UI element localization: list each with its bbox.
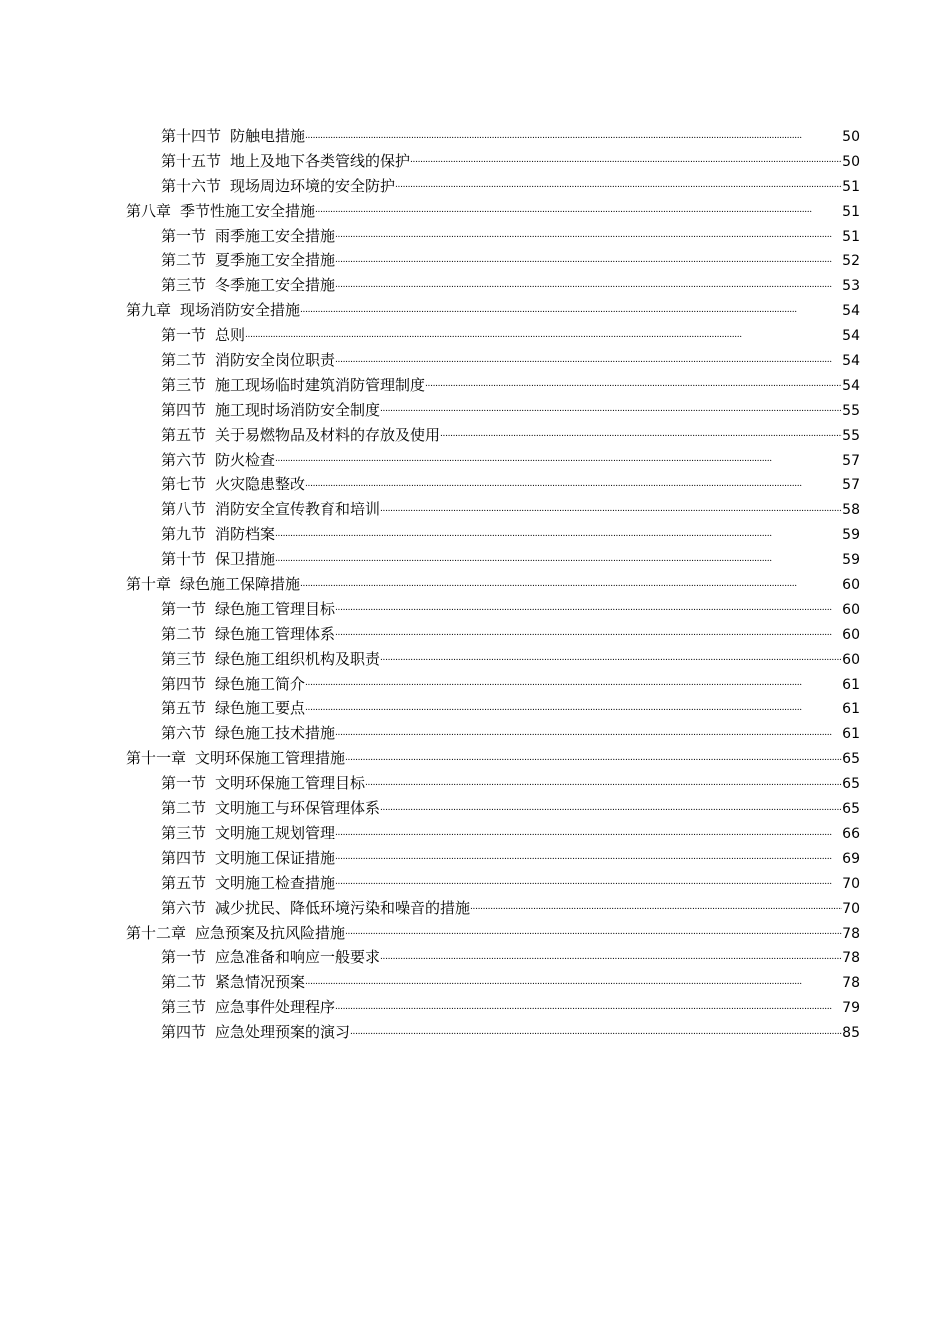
toc-page-number: 78: [842, 925, 860, 942]
toc-section-entry[interactable]: [126, 672, 860, 697]
toc-entry-title: 绿色施工要点: [215, 699, 306, 718]
toc-entry-text: [161, 821, 335, 846]
toc-entry-number: 第五节: [161, 699, 207, 718]
toc-page-number: 52: [842, 253, 860, 270]
toc-page-number: 50: [842, 153, 860, 170]
toc-entry-title: 防火检查: [215, 450, 276, 469]
toc-dot-leader: [410, 151, 842, 166]
toc-entry-title: 消防档案: [215, 525, 276, 544]
toc-dot-leader: [305, 674, 842, 689]
toc-section-entry[interactable]: [126, 846, 860, 871]
toc-entry-number: 第六节: [161, 724, 207, 743]
toc-page-number: 61: [842, 676, 860, 693]
toc-page-number: 57: [842, 477, 860, 494]
toc-dot-leader: [300, 300, 842, 315]
toc-entry-number: 第三节: [161, 823, 207, 842]
toc-entry-title: 文明施工检查措施: [215, 873, 336, 892]
toc-page-number: 61: [842, 726, 860, 743]
toc-section-entry[interactable]: [126, 273, 860, 298]
toc-dot-leader: [365, 773, 842, 788]
toc-entry-number: 第五节: [161, 425, 207, 444]
toc-page-number: 59: [842, 552, 860, 569]
toc-entry-title: 绿色施工保障措施: [180, 575, 301, 594]
toc-entry-number: 第二节: [161, 799, 207, 818]
toc-page-number: 85: [842, 1025, 860, 1042]
toc-dot-leader: [335, 350, 842, 365]
toc-page-number: 55: [842, 427, 860, 444]
toc-entry-number: 第十一章: [126, 749, 187, 768]
toc-page-number: 78: [842, 975, 860, 992]
toc-page-number: 58: [842, 502, 860, 519]
toc-section-entry[interactable]: [126, 821, 860, 846]
toc-page-number: 70: [842, 900, 860, 917]
toc-entry-number: 第二节: [161, 251, 207, 270]
toc-entry-number: 第三节: [161, 375, 207, 394]
toc-dot-leader: [380, 947, 842, 962]
toc-entry-number: 第一节: [161, 226, 207, 245]
toc-page-number: 60: [842, 577, 860, 594]
toc-entry-number: 第一节: [161, 599, 207, 618]
toc-chapter-entry[interactable]: [126, 199, 860, 224]
toc-section-entry[interactable]: [126, 398, 860, 423]
toc-chapter-entry[interactable]: [126, 921, 860, 946]
toc-dot-leader: [425, 375, 842, 390]
toc-entry-title: 应急准备和响应一般要求: [215, 948, 381, 967]
toc-entry-text: [161, 1020, 350, 1045]
toc-entry-text: [161, 896, 470, 921]
toc-entry-title: 消防安全岗位职责: [215, 351, 336, 370]
toc-page-number: 54: [842, 328, 860, 345]
toc-dot-leader: [335, 599, 842, 614]
toc-entry-text: [161, 995, 335, 1020]
toc-page-number: 54: [842, 303, 860, 320]
toc-dot-leader: [470, 898, 842, 913]
toc-entry-number: 第四节: [161, 848, 207, 867]
toc-entry-title: 冬季施工安全措施: [215, 276, 336, 295]
toc-dot-leader: [395, 176, 842, 191]
toc-dot-leader: [345, 923, 842, 938]
toc-page-number: 69: [842, 850, 860, 867]
toc-entry-number: 第五节: [161, 873, 207, 892]
toc-dot-leader: [335, 997, 842, 1012]
toc-dot-leader: [305, 474, 842, 489]
toc-entry-title: 现场周边环境的安全防护: [230, 176, 396, 195]
toc-entry-number: 第一节: [161, 326, 207, 345]
toc-entry-title: 雨季施工安全措施: [215, 226, 336, 245]
toc-section-entry[interactable]: [126, 647, 860, 672]
toc-entry-title: 文明施工与环保管理体系: [215, 799, 381, 818]
toc-entry-text: [161, 124, 305, 149]
toc-entry-number: 第四节: [161, 1023, 207, 1042]
toc-entry-text: [126, 572, 300, 597]
toc-section-entry[interactable]: [126, 323, 860, 348]
toc-dot-leader: [335, 624, 842, 639]
toc-entry-number: 第十章: [126, 575, 172, 594]
toc-entry-title: 紧急情况预案: [215, 973, 306, 992]
toc-entry-number: 第十节: [161, 550, 207, 569]
toc-dot-leader: [335, 275, 842, 290]
toc-page-number: 59: [842, 527, 860, 544]
toc-entry-title: 绿色施工简介: [215, 674, 306, 693]
toc-page-number: 60: [842, 601, 860, 618]
toc-section-entry[interactable]: [126, 896, 860, 921]
toc-entry-text: [161, 497, 380, 522]
toc-dot-leader: [305, 126, 842, 141]
toc-entry-title: 绿色施工管理体系: [215, 624, 336, 643]
toc-entry-number: 第八章: [126, 201, 172, 220]
toc-entry-number: 第一节: [161, 774, 207, 793]
toc-entry-title: 文明施工保证措施: [215, 848, 336, 867]
toc-section-entry[interactable]: [126, 448, 860, 473]
toc-section-entry[interactable]: [126, 622, 860, 647]
toc-dot-leader: [380, 400, 842, 415]
toc-dot-leader: [305, 698, 842, 713]
toc-entry-text: [161, 597, 335, 622]
toc-entry-title: 应急处理预案的演习: [215, 1023, 351, 1042]
toc-section-entry[interactable]: [126, 522, 860, 547]
toc-dot-leader: [335, 873, 842, 888]
toc-dot-leader: [335, 250, 842, 265]
toc-entry-title: 夏季施工安全措施: [215, 251, 336, 270]
toc-section-entry[interactable]: [126, 721, 860, 746]
toc-entry-number: 第十四节: [161, 127, 222, 145]
toc-chapter-entry[interactable]: [126, 298, 860, 323]
toc-entry-number: 第十五节: [161, 151, 222, 170]
toc-entry-text: [161, 348, 335, 373]
toc-entry-number: 第四节: [161, 400, 207, 419]
toc-entry-title: 总则: [215, 326, 246, 345]
toc-entry-text: [161, 423, 440, 448]
toc-section-entry[interactable]: [126, 796, 860, 821]
toc-entry-number: 第八节: [161, 500, 207, 519]
toc-entry-title: 施工现时场消防安全制度: [215, 400, 381, 419]
toc-entry-title: 保卫措施: [215, 550, 276, 569]
toc-section-entry[interactable]: [126, 348, 860, 373]
toc-page-number: 54: [842, 377, 860, 394]
toc-dot-leader: [300, 574, 842, 589]
toc-entry-number: 第六节: [161, 450, 207, 469]
toc-dot-leader: [380, 649, 842, 664]
toc-dot-leader: [350, 1022, 842, 1037]
toc-entry-text: [126, 199, 315, 224]
toc-dot-leader: [335, 823, 842, 838]
toc-page-number: 70: [842, 875, 860, 892]
toc-section-entry[interactable]: [126, 696, 860, 721]
toc-page-number: 51: [842, 178, 860, 195]
toc-entry-title: 绿色施工技术措施: [215, 724, 336, 743]
toc-section-entry[interactable]: [126, 771, 860, 796]
toc-section-entry[interactable]: [126, 224, 860, 249]
toc-section-entry[interactable]: [126, 472, 860, 497]
toc-entry-text: [161, 248, 335, 273]
toc-dot-leader: [335, 226, 842, 241]
toc-entry-text: [161, 149, 410, 174]
toc-entry-title: 防触电措施: [230, 127, 306, 145]
toc-page-number: 65: [842, 776, 860, 793]
toc-entry-title: 文明环保施工管理措施: [195, 749, 346, 768]
toc-entry-number: 第六节: [161, 898, 207, 917]
toc-entry-text: [126, 746, 345, 771]
toc-entry-title: 应急事件处理程序: [215, 998, 336, 1017]
toc-entry-text: [126, 298, 300, 323]
toc-entry-number: 第三节: [161, 998, 207, 1017]
toc-dot-leader: [335, 848, 842, 863]
toc-section-entry[interactable]: [126, 1020, 860, 1045]
toc-entry-number: 第七节: [161, 475, 207, 494]
toc-page-number: 51: [842, 228, 860, 245]
toc-section-entry[interactable]: [126, 174, 860, 199]
toc-section-entry[interactable]: [126, 149, 860, 174]
toc-page-number: 55: [842, 402, 860, 419]
toc-entry-number: 第二节: [161, 973, 207, 992]
toc-dot-leader: [380, 798, 842, 813]
toc-entry-number: 第三节: [161, 276, 207, 295]
toc-section-entry[interactable]: [126, 871, 860, 896]
toc-page-number: 65: [842, 801, 860, 818]
toc-dot-leader: [440, 425, 842, 440]
toc-entry-title: 现场消防安全措施: [180, 301, 301, 320]
toc-entry-text: [161, 273, 335, 298]
toc-page-number: 61: [842, 701, 860, 718]
toc-chapter-entry[interactable]: [126, 572, 860, 597]
table-of-contents: [126, 124, 860, 1045]
toc-section-entry[interactable]: [126, 423, 860, 448]
toc-page-number: 51: [842, 203, 860, 220]
toc-entry-title: 关于易燃物品及材料的存放及使用: [215, 425, 441, 444]
toc-entry-number: 第四节: [161, 674, 207, 693]
toc-entry-number: 第九节: [161, 525, 207, 544]
toc-section-entry[interactable]: [126, 597, 860, 622]
toc-entry-number: 第九章: [126, 301, 172, 320]
toc-dot-leader: [245, 325, 842, 340]
toc-entry-text: [161, 224, 335, 249]
toc-entry-title: 施工现场临时建筑消防管理制度: [215, 375, 426, 394]
toc-entry-text: [161, 174, 395, 199]
toc-page-number: 54: [842, 353, 860, 370]
toc-section-entry[interactable]: [126, 373, 860, 398]
toc-entry-title: 火灾隐患整改: [215, 475, 306, 494]
toc-entry-text: [161, 672, 305, 697]
toc-chapter-entry[interactable]: [126, 746, 860, 771]
toc-section-entry[interactable]: [126, 547, 860, 572]
toc-entry-title: 消防安全宣传教育和培训: [215, 500, 381, 519]
toc-entry-title: 减少扰民、降低环境污染和噪音的措施: [215, 898, 471, 917]
toc-entry-title: 文明施工规划管理: [215, 823, 336, 842]
toc-section-entry[interactable]: [126, 248, 860, 273]
toc-page-number: 50: [842, 129, 860, 145]
toc-dot-leader: [275, 549, 842, 564]
toc-entry-text: [161, 871, 335, 896]
toc-entry-text: [161, 472, 305, 497]
toc-dot-leader: [315, 201, 842, 216]
toc-dot-leader: [335, 723, 842, 738]
toc-entry-text: [161, 398, 380, 423]
toc-entry-text: [161, 448, 275, 473]
toc-page-number: 60: [842, 626, 860, 643]
toc-dot-leader: [380, 499, 842, 514]
toc-entry-number: 第十二章: [126, 923, 187, 942]
toc-section-entry[interactable]: [126, 945, 860, 970]
toc-page-number: 79: [842, 1000, 860, 1017]
toc-entry-title: 应急预案及抗风险措施: [195, 923, 346, 942]
toc-entry-title: 季节性施工安全措施: [180, 201, 316, 220]
toc-entry-number: 第三节: [161, 649, 207, 668]
toc-entry-text: [161, 373, 425, 398]
toc-entry-number: 第一节: [161, 948, 207, 967]
toc-page-number: 53: [842, 278, 860, 295]
toc-entry-text: [161, 796, 380, 821]
toc-entry-text: [161, 647, 380, 672]
toc-dot-leader: [305, 972, 842, 987]
toc-entry-text: [161, 846, 335, 871]
toc-section-entry[interactable]: [126, 970, 860, 995]
toc-entry-text: [161, 696, 305, 721]
toc-entry-title: 地上及地下各类管线的保护: [230, 151, 411, 170]
toc-dot-leader: [345, 748, 842, 763]
toc-page-number: 66: [842, 825, 860, 842]
toc-entry-text: [161, 323, 245, 348]
toc-entry-text: [161, 622, 335, 647]
toc-section-entry[interactable]: [126, 995, 860, 1020]
toc-page-number: 65: [842, 751, 860, 768]
toc-entry-number: 第二节: [161, 624, 207, 643]
toc-page-number: 60: [842, 651, 860, 668]
toc-section-entry[interactable]: [126, 497, 860, 522]
toc-entry-text: [161, 945, 380, 970]
toc-entry-text: [161, 547, 275, 572]
toc-entry-text: [161, 721, 335, 746]
toc-entry-number: 第二节: [161, 351, 207, 370]
toc-entry-title: 绿色施工组织机构及职责: [215, 649, 381, 668]
toc-entry-text: [161, 771, 365, 796]
toc-entry-number: 第十六节: [161, 176, 222, 195]
toc-page-number: 78: [842, 950, 860, 967]
toc-entry-title: 绿色施工管理目标: [215, 599, 336, 618]
toc-entry-text: [161, 970, 305, 995]
toc-entry-text: [161, 522, 275, 547]
toc-entry-text: [126, 921, 345, 946]
toc-section-entry[interactable]: [126, 124, 860, 149]
toc-dot-leader: [275, 450, 842, 465]
toc-page-number: 57: [842, 452, 860, 469]
toc-dot-leader: [275, 524, 842, 539]
toc-entry-title: 文明环保施工管理目标: [215, 774, 366, 793]
